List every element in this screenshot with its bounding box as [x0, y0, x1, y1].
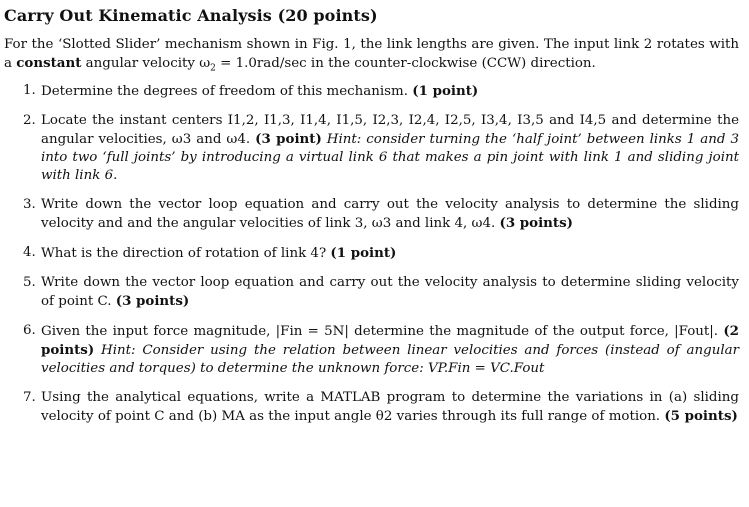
question-item	[4, 322, 739, 378]
question-hint: Hint: Consider using the relation between linear velocities and forces (instead of angular velocities and torques) to determine the unknown force: VP.Fin = VC.Fout	[41, 343, 739, 376]
question-points: (3 point)	[255, 131, 322, 147]
question-item	[4, 244, 739, 263]
question-text: Write down the vector loop equation and carry out the velocity analysis to determine sliding velocity of point C.	[41, 275, 739, 309]
question-item	[4, 112, 739, 185]
question-list	[4, 82, 739, 426]
question-number: 6.	[23, 323, 36, 338]
intro-text-3: = 1.0rad/sec in the counter-clockwise (CCW) direction.	[215, 56, 596, 71]
question-number: 5.	[23, 275, 36, 290]
question-points: (5 points)	[664, 408, 738, 424]
question-points: (1 point)	[412, 83, 479, 99]
intro-paragraph	[4, 35, 739, 73]
question-number: 7.	[23, 390, 36, 405]
intro-text-1: For the ‘Slotted Slider’ mechanism shown in Fig. 1, the link lengths are given. The input link 2 rotates with a	[4, 37, 739, 71]
question-text: Using the analytical equations, write a MATLAB program to determine the variations in (a) sliding velocity of point C and (b) MA as the input angle θ2 varies through its full range of motion.	[41, 390, 739, 424]
intro-bold-constant: constant	[16, 55, 82, 71]
question-number: 4.	[23, 245, 36, 260]
question-number: 3.	[23, 197, 36, 212]
intro-subscript: 2	[210, 63, 216, 74]
question-points: (3 points)	[115, 293, 190, 309]
intro-text-2: angular velocity ω	[81, 56, 211, 71]
question-item	[4, 196, 739, 233]
question-text: Write down the vector loop equation and carry out the velocity analysis to determine the sliding velocity and and the angular velocities of link 3, ω3 and link 4, ω4.	[41, 197, 739, 231]
page-title: Carry Out Kinematic Analysis (20 points)	[4, 6, 378, 25]
question-item	[4, 274, 739, 311]
question-text: Given the input force magnitude, |Fin = 5N| determine the magnitude of the output force, |Fout|.	[41, 324, 724, 339]
question-points: (3 points)	[499, 215, 573, 231]
question-number: 2.	[23, 113, 36, 128]
question-text: Locate the instant centers I1,2, I1,3, I1,4, I1,5, I2,3, I2,4, I2,5, I3,4, I3,5 and I4,5 and determine the angular velocities, ω3 and ω4.	[41, 113, 739, 147]
question-text: What is the direction of rotation of link 4?	[41, 246, 331, 261]
question-item	[4, 389, 739, 426]
question-points: (2 points)	[41, 323, 739, 358]
question-points: (1 point)	[330, 245, 397, 261]
question-item	[4, 82, 739, 101]
question-text: Determine the degrees of freedom of this mechanism.	[41, 84, 413, 99]
question-number: 1.	[23, 83, 36, 98]
question-hint: Hint: consider turning the ‘half joint’ between links 1 and 3 into two ‘full joints’ by introducing a virtual link 6 that makes a pin joint with link 1 and sliding joint with link 6.	[41, 132, 740, 183]
